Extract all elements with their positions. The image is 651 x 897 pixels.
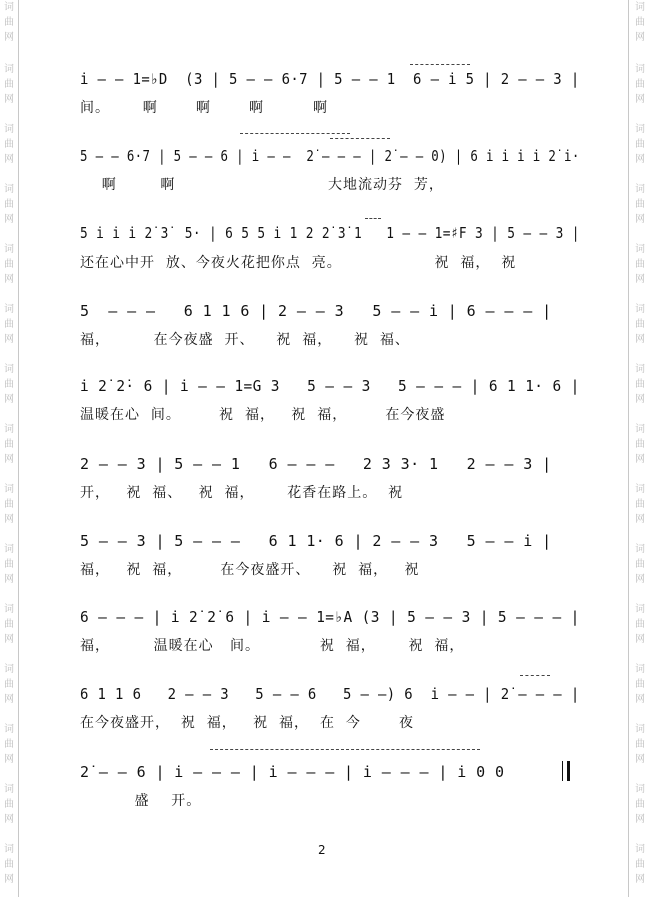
watermark: 词曲网	[635, 484, 645, 525]
final-barline	[567, 761, 570, 781]
notation-line: 2̇ — — 6 | i̇ — — — | i̇ — — — | i̇ — — — | i̇ 0 0	[80, 763, 505, 781]
watermark: 词曲网	[4, 184, 14, 225]
slur-mark	[365, 218, 381, 219]
watermark: 词曲网	[4, 304, 14, 345]
lyric-line: 福， 温暖在心 间。 祝 福， 祝 福，	[80, 638, 465, 654]
watermark: 词曲网	[635, 544, 645, 585]
lyric-line: 在今夜盛开， 祝 福， 祝 福， 在 今 夜	[80, 715, 415, 731]
watermark: 词曲网	[635, 364, 645, 405]
lyric-line: 啊 啊 大地流动芬 芳，	[80, 177, 444, 193]
right-border-line	[628, 0, 629, 897]
notation-line: 5 — — 6·7 | 5 — — 6 | i̇ — — 2̇ — — — | 2̇ — — 0) | 6 i̇ i̇ i̇ i̇ 2̇ i̇·	[80, 147, 580, 165]
watermark: 词曲网	[635, 844, 645, 885]
watermark: 词曲网	[635, 244, 645, 285]
lyric-line: 还在心中开 放、今夜火花把你点 亮。 祝 福， 祝	[80, 255, 517, 271]
notation-line: i̇ — — 1=♭D (3 | 5 — — 6·7 | 5 — — 1 6 — i̇ 5 | 2 — — 3 |	[80, 70, 580, 88]
watermark: 词曲网	[4, 2, 14, 43]
watermark: 词曲网	[635, 2, 645, 43]
lyric-line: 福， 在今夜盛 开、 祝 福， 祝 福、	[80, 332, 410, 348]
watermark: 词曲网	[4, 244, 14, 285]
notation-line: 2 — — 3 | 5 — — 1 6 — — — 2 3 3· 1 2 — — 3 |	[80, 455, 552, 473]
watermark: 词曲网	[635, 64, 645, 105]
lyric-line: 温暖在心 间。 祝 福， 祝 福， 在今夜盛	[80, 407, 446, 423]
watermark: 词曲网	[635, 664, 645, 705]
slur-mark	[330, 138, 390, 139]
watermark: 词曲网	[635, 184, 645, 225]
watermark: 词曲网	[4, 664, 14, 705]
watermark: 词曲网	[4, 364, 14, 405]
notation-line: 6 1 1 6 2 — — 3 5 — — 6 5 — —) 6 i̇ — — | 2̇ — — — |	[80, 685, 580, 703]
watermark: 词曲网	[4, 844, 14, 885]
watermark: 词曲网	[635, 124, 645, 165]
watermark: 词曲网	[4, 544, 14, 585]
watermark: 词曲网	[4, 64, 14, 105]
watermark: 词曲网	[635, 784, 645, 825]
lyric-line: 盛 开。	[80, 793, 202, 809]
lyric-line: 福， 祝 福， 在今夜盛开、 祝 福， 祝	[80, 562, 420, 578]
slur-mark	[520, 675, 550, 676]
watermark: 词曲网	[635, 304, 645, 345]
slur-mark	[210, 749, 480, 750]
slur-mark	[410, 64, 470, 65]
watermark: 词曲网	[635, 424, 645, 465]
watermark: 词曲网	[4, 124, 14, 165]
notation-line: 6 — — — | i̇ 2̇ 2̇ 6 | i̇ — — 1=♭A (3 | 5 — — 3 | 5 — — — |	[80, 608, 580, 626]
notation-line: 5 — — 3 | 5 — — — 6 1 1· 6 | 2 — — 3 5 — — i̇ |	[80, 532, 552, 550]
watermark: 词曲网	[635, 604, 645, 645]
lyric-line: 开， 祝 福、 祝 福， 花香在路上。 祝	[80, 485, 404, 501]
left-border-line	[18, 0, 19, 897]
watermark: 词曲网	[4, 484, 14, 525]
watermark: 词曲网	[4, 784, 14, 825]
watermark: 词曲网	[4, 424, 14, 465]
slur-mark	[240, 133, 350, 134]
notation-line: 5 i̇ i̇ i̇ 2̇ 3̇ 5· | 6 5 5 i̇ 1 2 2̇ 3̇ 1 1 — — 1=♯F 3 | 5 — — 3 |	[80, 224, 580, 242]
notation-line: 5 — — — 6 1 1 6 | 2 — — 3 5 — — i̇ | 6 — — — |	[80, 302, 552, 320]
final-barline-thin	[562, 761, 563, 781]
page-number: 2	[318, 843, 326, 857]
notation-line: i̇ 2̇ 2̇· 6 | i̇ — — 1=G 3 5 — — 3 5 — — — | 6 1 1· 6 |	[80, 377, 580, 395]
watermark: 词曲网	[635, 724, 645, 765]
lyric-line: 间。 啊 啊 啊 啊	[80, 100, 329, 116]
watermark: 词曲网	[4, 724, 14, 765]
watermark: 词曲网	[4, 604, 14, 645]
